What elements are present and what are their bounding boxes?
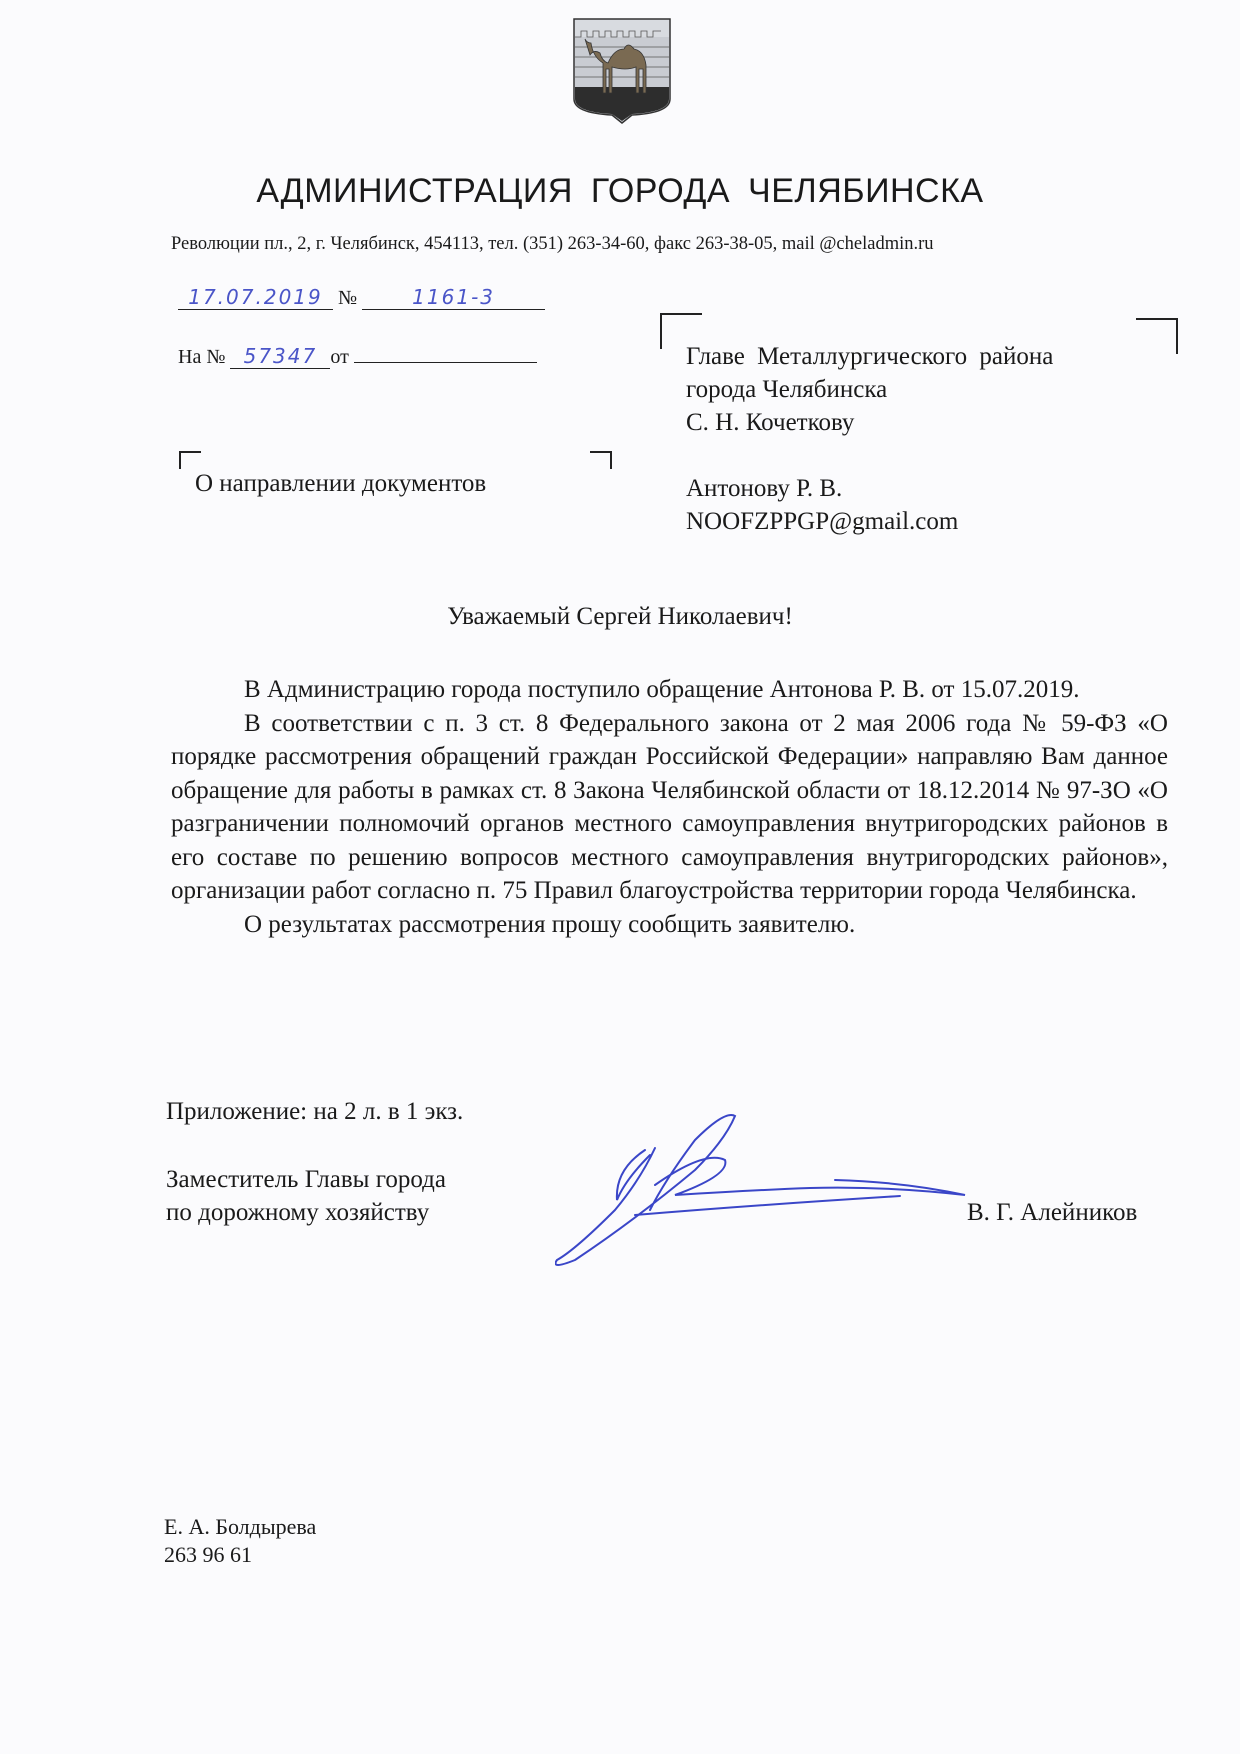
reply-label: На № xyxy=(178,346,226,368)
reply-line xyxy=(178,342,537,369)
executor-phone: 263 96 61 xyxy=(164,1542,252,1567)
addressee-line: Главе Металлургического района xyxy=(686,343,1054,370)
addressee-bracket-right xyxy=(1136,318,1178,354)
from-label: от xyxy=(330,346,349,368)
subject-bracket-right xyxy=(590,451,612,469)
addressee-line: С. Н. Кочеткову xyxy=(686,409,855,436)
greeting: Уважаемый Сергей Николаевич! xyxy=(447,603,793,630)
from-date xyxy=(354,342,537,363)
executor-name: Е. А. Болдырева xyxy=(164,1514,317,1539)
copy-recipient-email: NOOFZPPGP@gmail.com xyxy=(686,508,959,535)
city-emblem-logo xyxy=(572,17,672,125)
copy-recipient-name: Антонову Р. В. xyxy=(686,475,843,502)
addressee-block xyxy=(686,340,1053,538)
handwritten-signature xyxy=(555,1110,975,1270)
subject-bracket-left xyxy=(179,451,201,469)
signer-name: В. Г. Алейников xyxy=(967,1199,1138,1226)
body-paragraph: В соответствии с п. 3 ст. 8 Федерального закона от 2 мая 2006 года № 59-ФЗ «О порядке рассмотрения обращений граждан Российской Федерации» направляю Вам данное обращение для работы в рамках ст. 8 Закона Челябинской области от 18.12.2014 № 97-ЗО «О разграничении полномочий органов местного самоуправления внутригородских районов в его составе по решению вопросов местного самоуправления внутригородских районов», организации работ согласно п. 75 Правил благоустройства территории города Челябинска. xyxy=(171,709,1168,904)
subject: О направлении документов xyxy=(195,470,487,497)
addressee-line: города Челябинска xyxy=(686,376,888,403)
signer-position xyxy=(166,1163,446,1229)
number-label: № xyxy=(338,287,358,309)
org-address: Революции пл., 2, г. Челябинск, 454113, тел. (351) 263-34-60, факс 263-38-05, mail @cheladmin.ru xyxy=(171,234,934,254)
registration-number: 1161-3 xyxy=(362,285,545,310)
registration-date: 17.07.2019 xyxy=(178,285,333,310)
signer-position-line: Заместитель Главы города xyxy=(166,1166,446,1193)
body-paragraph: О результатах рассмотрения прошу сообщить заявителю. xyxy=(244,910,856,938)
letter-body xyxy=(171,673,1168,941)
attachment-note: Приложение: на 2 л. в 1 экз. xyxy=(166,1098,464,1125)
registration-line xyxy=(178,285,545,310)
body-paragraph: В Администрацию города поступило обращение Антонова Р. В. от 15.07.2019. xyxy=(244,676,1080,703)
reply-number: 57347 xyxy=(230,344,330,369)
executor-block xyxy=(164,1513,316,1569)
org-title: АДМИНИСТРАЦИЯ ГОРОДА ЧЕЛЯБИНСКА xyxy=(256,172,984,210)
signer-position-line: по дорожному хозяйству xyxy=(166,1199,430,1226)
